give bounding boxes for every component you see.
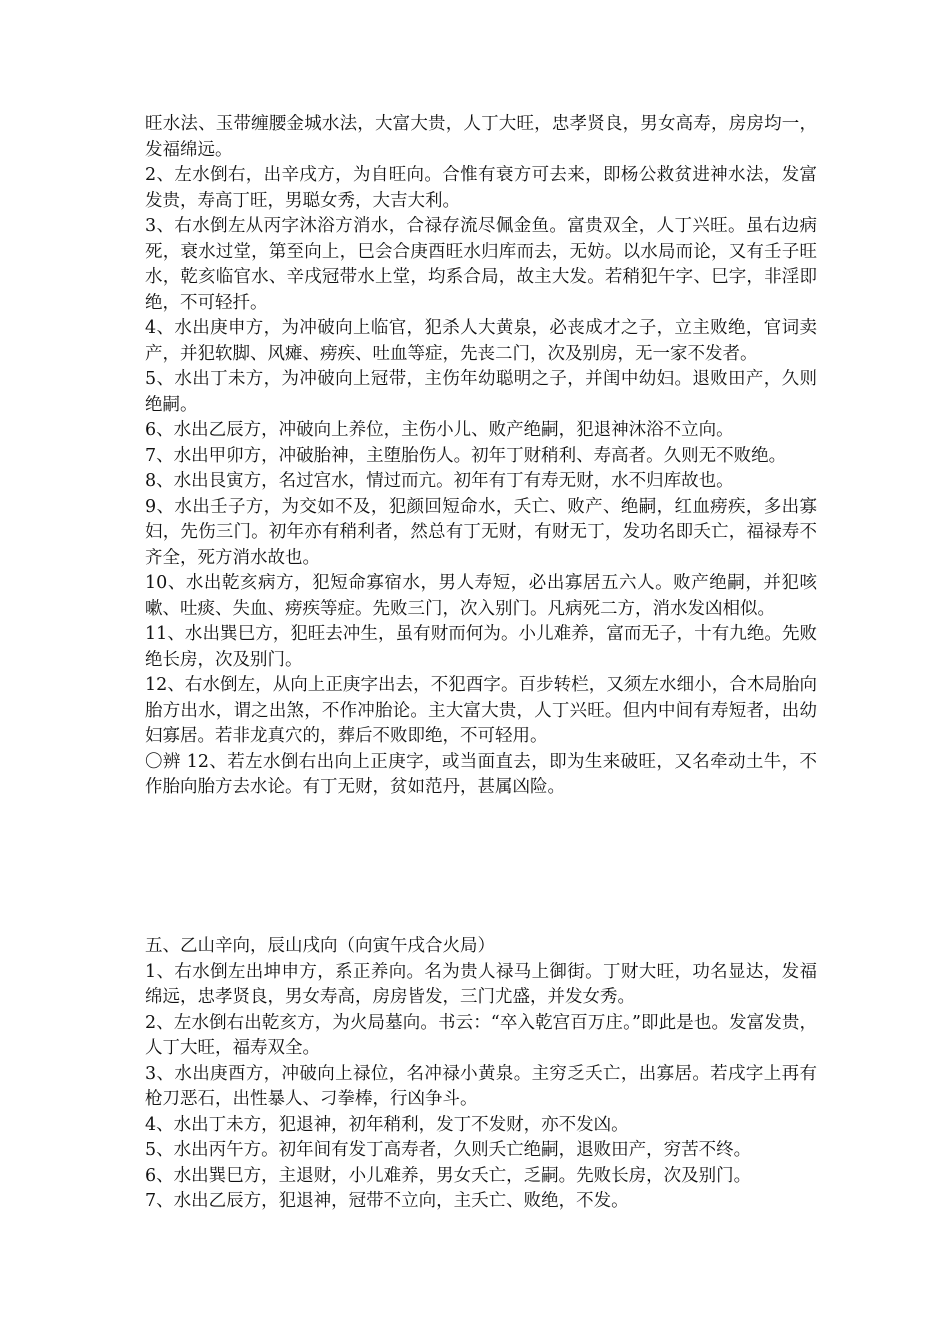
paragraph: 12、右水倒左，从向上正庚字出去，不犯酉字。百步转栏，又须左水细小，合木局胎向胎方出水，谓之出煞，不作冲胎论。主大富大贵，人丁兴旺。但内中间有寿短者，出幼妇寡居。若非龙真穴的，葬后不败即绝，不可轻用。	[145, 675, 817, 746]
paragraph: 〇辨 12、若左水倒右出向上正庚字，或当面直去，即为生来破旺，又名牵动土牛，不作胎向胎方去水论。有丁无财，贫如范丹，甚属凶险。	[145, 751, 817, 797]
paragraph: 6、水出巽巳方，主退财，小儿难养，男女夭亡，乏嗣。先败长房，次及别门。	[145, 1165, 752, 1186]
paragraph: 2、左水倒右出乾亥方，为火局墓向。书云：“卒入乾宫百万庄。”即此是也。发富发贵，人丁大旺，福寿双全。	[145, 1012, 817, 1058]
paragraph: 2、左水倒右，出辛戌方，为自旺向。合惟有衰方可去来，即杨公救贫进神水法，发富发贵，寿高丁旺，男聪女秀，大吉大利。	[145, 165, 817, 211]
paragraph: 旺水法、玉带缠腰金城水法，大富大贵，人丁大旺，忠孝贤良，男女高寿，房房均一，发福绵远。	[145, 114, 817, 160]
paragraph: 5、水出丁未方，为冲破向上冠带，主伤年幼聪明之子，并闺中幼妇。退败田产，久则绝嗣。	[145, 369, 817, 415]
paragraph: 7、水出乙辰方，犯退神，冠带不立向，主夭亡、败绝，不发。	[145, 1191, 629, 1211]
paragraph: 5、水出丙午方。初年间有发丁高寿者，久则夭亡绝嗣，退败田产，穷苦不终。	[145, 1140, 752, 1160]
section-heading: 五、乙山辛向，辰山戌向（向寅午戌合火局）	[145, 936, 495, 956]
paragraph: 4、水出庚申方，为冲破向上临官，犯杀人大黄泉，必丧成才之子，立主败绝，官词卖产，并犯软脚、风瘫、痨疾、吐血等症，先丧二门，次及别房，无一家不发者。	[145, 318, 817, 364]
paragraph: 1、右水倒左出坤申方，系正养向。名为贵人禄马上御街。丁财大旺，功名显达，发福绵远，忠孝贤良，男女寿高，房房皆发，三门尤盛，并发女秀。	[145, 961, 817, 1007]
paragraph: 3、右水倒左从丙字沐浴方消水，合禄存流尽佩金鱼。富贵双全，人丁兴旺。虽右边病死，衰水过堂，第至向上，巳会合庚酉旺水归库而去，无妨。以水局而论，又有壬子旺水，乾亥临官水、辛戌冠带水上堂，均系合局，故主大发。若稍犯午字、巳字，非淫即绝，不可轻扦。	[145, 216, 817, 313]
paragraph: 4、水出丁未方，犯退神，初年稍利，发丁不发财，亦不发凶。	[145, 1114, 629, 1135]
paragraph: 11、水出巽巳方，犯旺去冲生，虽有财而何为。小儿难养，富而无子，十有九绝。先败绝长房，次及别门。	[145, 624, 817, 670]
text-section-1	[145, 112, 817, 801]
paragraph: 6、水出乙辰方，冲破向上养位，主伤小儿、败产绝嗣，犯退神沐浴不立向。	[145, 420, 734, 440]
paragraph: 10、水出乾亥病方，犯短命寡宿水，男人寿短，必出寡居五六人。败产绝嗣，并犯咳嗽、吐痰、失血、痨疾等症。先败三门，次入别门。凡病死二方，消水发凶相似。	[145, 573, 817, 619]
paragraph: 3、水出庚酉方，冲破向上禄位，名冲禄小黄泉。主穷乏夭亡，出寡居。若戌字上再有枪刀恶石，出性暴人、刁拳棒，行凶争斗。	[145, 1063, 817, 1109]
paragraph: 7、水出甲卯方，冲破胎神，主堕胎伤人。初年丁财稍利、寿高者。久则无不败绝。	[145, 445, 787, 466]
paragraph: 8、水出艮寅方，名过宫水，情过而亢。初年有丁有寿无财，水不归库故也。	[145, 471, 734, 491]
text-section-2	[145, 934, 817, 1215]
paragraph: 9、水出壬子方，为交如不及，犯颜回短命水，夭亡、败产、绝嗣，红血痨疾，多出寡妇，先伤三门。初年亦有稍利者，然总有丁无财，有财无丁，发功名即夭亡，福禄寿不齐全，死方消水故也。	[145, 496, 817, 568]
